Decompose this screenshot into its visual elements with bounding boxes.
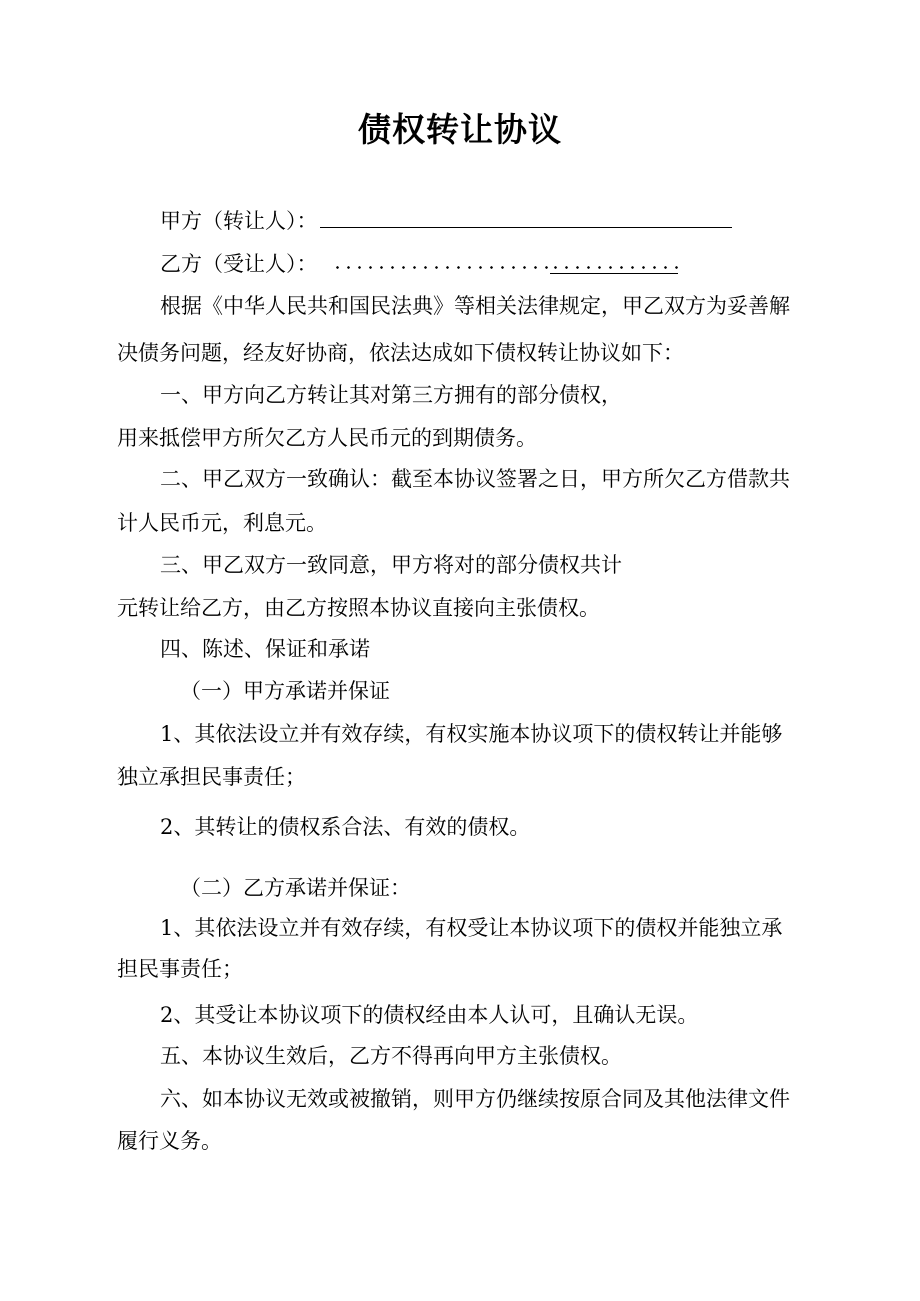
clause-6-line-1: 六、如本协议无效或被撤销，则甲方仍继续按原合同及其他法律文件 [160, 1087, 790, 1111]
party-a-item-1-line-2: 独立承担民事责任； [117, 765, 306, 789]
clause-2-line-2: 计人民币元，利息元。 [117, 511, 327, 535]
party-b-blank[interactable] [332, 249, 678, 271]
party-a-item-2: 2、其转让的债权系合法、有效的债权。 [160, 815, 531, 839]
clause-1-line-1: 一、甲方向乙方转让其对第三方拥有的部分债权， [160, 383, 622, 407]
party-b-label: 乙方（受让人）： [160, 252, 318, 276]
section-party-a-heading: （一）甲方承诺并保证 [180, 679, 390, 703]
party-b-item-2: 2、其受让本协议项下的债权经由本人认可，且确认无误。 [160, 1003, 699, 1027]
clause-1-line-2: 用来抵偿甲方所欠乙方人民币元的到期债务。 [117, 426, 537, 450]
preamble-line-2: 决债务问题，经友好协商，依法达成如下债权转让协议如下： [117, 341, 684, 365]
clause-2-line-1: 二、甲乙双方一致确认：截至本协议签署之日，甲方所欠乙方借款共 [160, 467, 790, 491]
document-title: 债权转让协议 [358, 110, 562, 149]
party-a-line [160, 205, 732, 235]
clause-5: 五、本协议生效后，乙方不得再向甲方主张债权。 [160, 1044, 622, 1068]
section-party-b-heading: （二）乙方承诺并保证： [180, 876, 411, 900]
party-a-blank[interactable] [320, 205, 732, 228]
clause-6-line-2: 履行义务。 [117, 1129, 222, 1153]
clause-3-line-2: 元转让给乙方，由乙方按照本协议直接向主张债权。 [117, 596, 600, 620]
clause-4-heading: 四、陈述、保证和承诺 [160, 637, 370, 661]
party-b-item-1-line-2: 担民事责任； [117, 957, 243, 981]
preamble-line-1: 根据《中华人民共和国民法典》等相关法律规定，甲乙双方为妥善解 [160, 294, 790, 318]
party-a-item-1-line-1: 1、其依法设立并有效存续，有权实施本协议项下的债权转让并能够 [160, 722, 783, 746]
party-b-line [160, 249, 678, 278]
party-b-item-1-line-1: 1、其依法设立并有效存续，有权受让本协议项下的债权并能独立承 [160, 916, 783, 940]
clause-3-line-1: 三、甲乙双方一致同意，甲方将对的部分债权共计 [160, 553, 622, 577]
party-a-label: 甲方（转让人）： [160, 209, 318, 233]
